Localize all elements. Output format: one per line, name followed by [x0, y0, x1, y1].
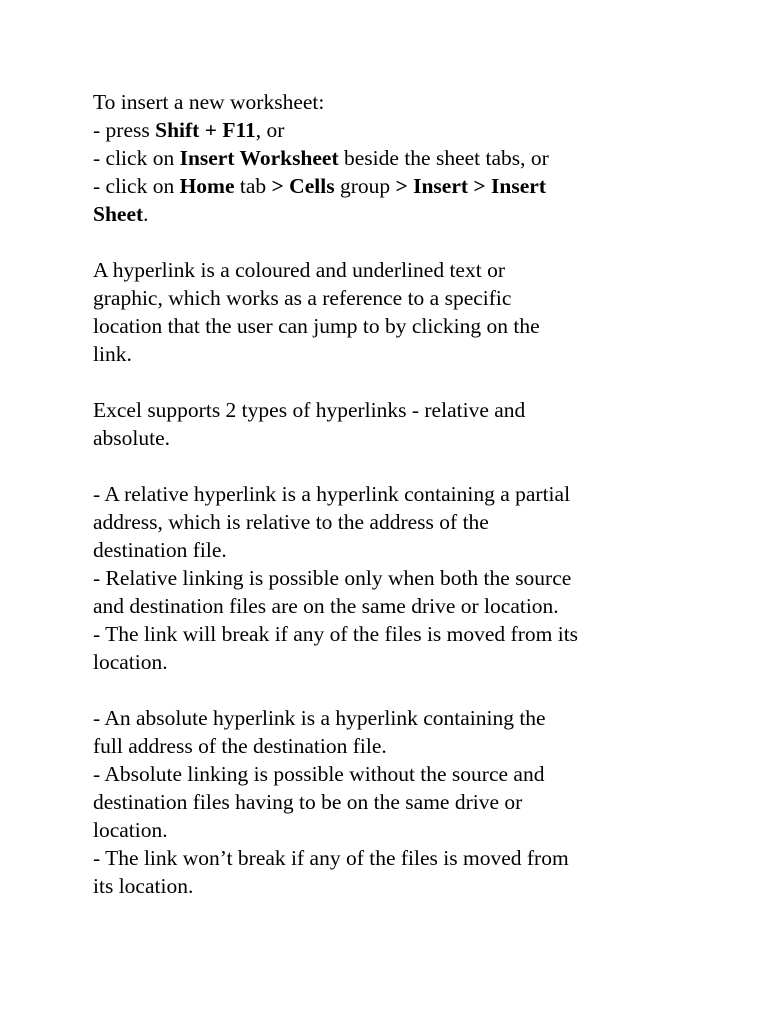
absolute-hyperlink-paragraph	[93, 704, 708, 900]
insert-worksheet-paragraph	[93, 88, 708, 228]
text-line: location.	[93, 650, 168, 674]
insert-option-shortcut: - press Shift + F11, or	[93, 118, 285, 142]
text-line: and destination files are on the same drive or location.	[93, 594, 559, 618]
text-line: its location.	[93, 874, 194, 898]
text-line: location.	[93, 818, 168, 842]
home-tab-name: Home	[179, 174, 235, 198]
text-line: Excel supports 2 types of hyperlinks - relative and	[93, 398, 526, 422]
cells-group-name: > Cells	[271, 174, 335, 198]
insert-option-button: - click on Insert Worksheet beside the sheet tabs, or	[93, 146, 549, 170]
text-line: - An absolute hyperlink is a hyperlink containing the	[93, 706, 546, 730]
text-line: destination file.	[93, 538, 227, 562]
text-line: destination files having to be on the same drive or	[93, 790, 523, 814]
text-line: - The link won’t break if any of the files is moved from	[93, 846, 569, 870]
text-line: - A relative hyperlink is a hyperlink containing a partial	[93, 482, 571, 506]
text-line: A hyperlink is a coloured and underlined text or	[93, 258, 505, 282]
text-line: full address of the destination file.	[93, 734, 387, 758]
text-line: link.	[93, 342, 132, 366]
text-line: address, which is relative to the address of the	[93, 510, 489, 534]
sheet-command-name: Sheet	[93, 202, 144, 226]
shortcut-key: Shift + F11	[155, 118, 256, 142]
insert-worksheet-name: Insert Worksheet	[179, 146, 339, 170]
hyperlink-types-paragraph	[93, 396, 708, 452]
text-line: - Absolute linking is possible without the source and	[93, 762, 545, 786]
hyperlink-definition-paragraph	[93, 256, 708, 368]
text-line: - The link will break if any of the files is moved from its	[93, 622, 579, 646]
text-line: location that the user can jump to by clicking on the	[93, 314, 540, 338]
insert-option-ribbon-cont: Sheet.	[93, 202, 149, 226]
text-line: absolute.	[93, 426, 171, 450]
relative-hyperlink-paragraph	[93, 480, 708, 676]
text-line: graphic, which works as a reference to a specific	[93, 286, 512, 310]
text-line: - Relative linking is possible only when both the source	[93, 566, 572, 590]
insert-option-ribbon: - click on Home tab > Cells group > Insert > Insert	[93, 174, 546, 198]
insert-intro-line: To insert a new worksheet:	[93, 90, 325, 114]
insert-command-name: > Insert > Insert	[395, 174, 546, 198]
